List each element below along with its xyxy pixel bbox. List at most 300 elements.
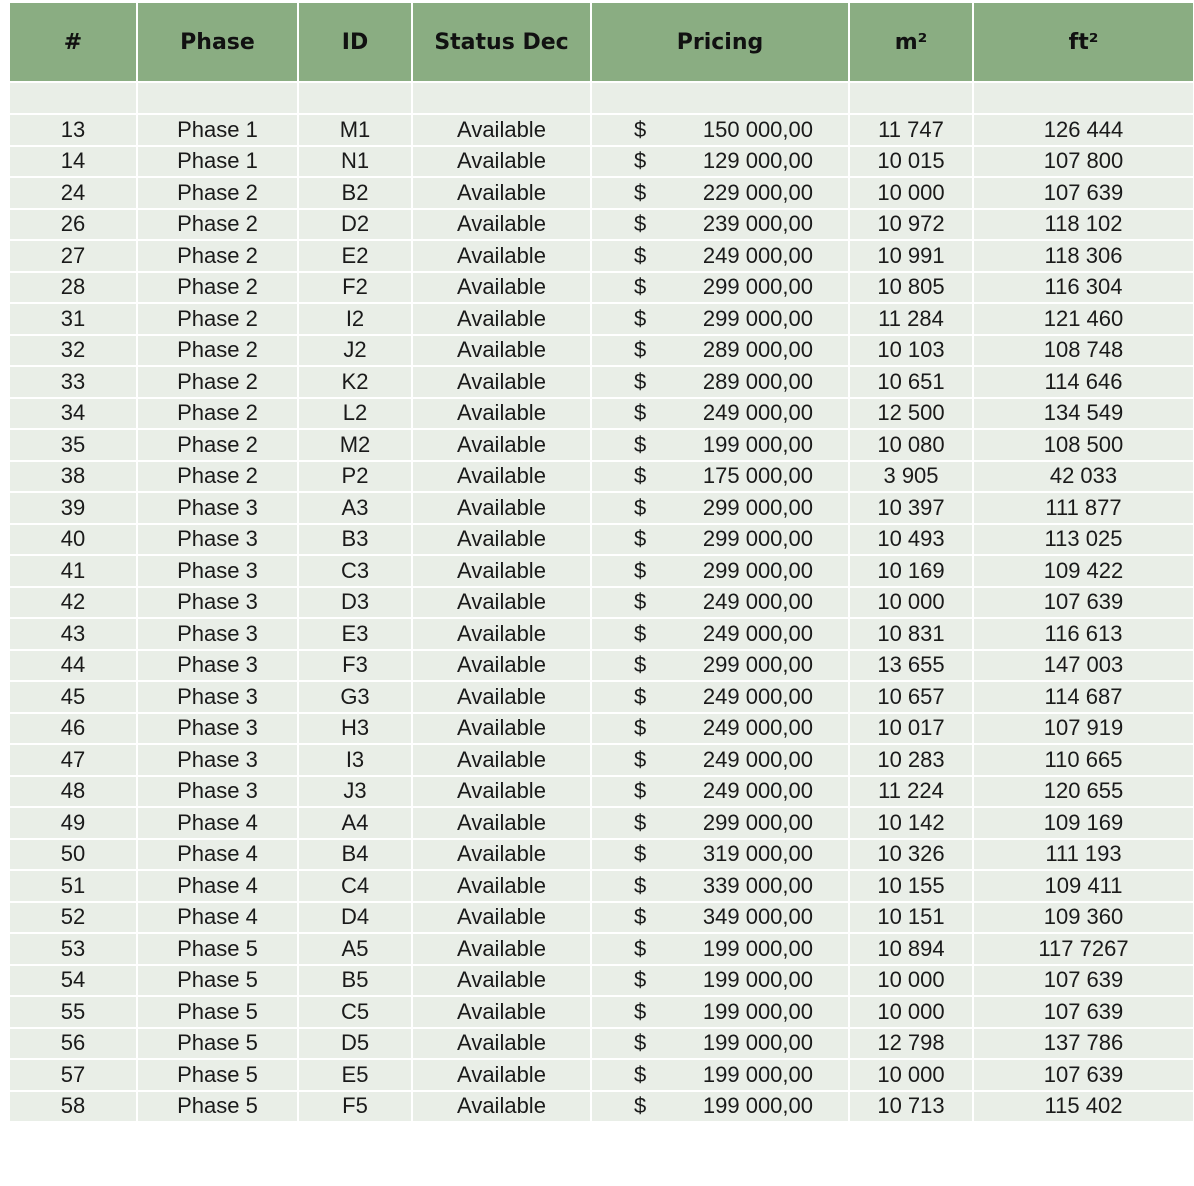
lot-number-cell: 54 — [10, 966, 136, 998]
lot-number-cell: 56 — [10, 1029, 136, 1061]
currency-symbol: $ — [634, 463, 647, 489]
table-row — [10, 462, 1193, 494]
area-ft2-cell: 107 639 — [974, 966, 1193, 998]
column-header-ft2: ft² — [974, 3, 1193, 83]
table-row — [10, 808, 1193, 840]
price-amount: 150 000,00 — [702, 116, 813, 142]
lot-number-cell: 49 — [10, 808, 136, 840]
lot-number-cell: 32 — [10, 336, 136, 368]
lot-id-cell: D4 — [299, 903, 411, 935]
area-m2-cell: 10 991 — [850, 241, 972, 273]
column-header-pricing: Pricing — [592, 3, 848, 83]
status-cell: Available — [413, 808, 590, 840]
table-row — [10, 430, 1193, 462]
phase-cell: Phase 4 — [138, 903, 297, 935]
lot-id-cell: B2 — [299, 178, 411, 210]
table-row — [10, 745, 1193, 777]
area-ft2-cell: 113 025 — [974, 525, 1193, 557]
lot-id-cell: D5 — [299, 1029, 411, 1061]
price-amount: 229 000,00 — [702, 179, 813, 205]
lot-id-cell: E3 — [299, 619, 411, 651]
pricing-cell — [592, 336, 848, 368]
area-ft2-cell: 42 033 — [974, 462, 1193, 494]
area-ft2-cell: 107 639 — [974, 997, 1193, 1029]
pricing-cell — [592, 273, 848, 305]
area-ft2-cell: 107 800 — [974, 147, 1193, 179]
header-row — [10, 3, 1193, 83]
table-row — [10, 1092, 1193, 1124]
area-ft2-cell: 107 639 — [974, 588, 1193, 620]
status-cell: Available — [413, 115, 590, 147]
phase-cell: Phase 3 — [138, 745, 297, 777]
lot-number-cell: 42 — [10, 588, 136, 620]
column-header-number: # — [10, 3, 136, 83]
lot-number-cell: 34 — [10, 399, 136, 431]
area-ft2-cell: 108 500 — [974, 430, 1193, 462]
lot-id-cell: F5 — [299, 1092, 411, 1124]
price-amount: 299 000,00 — [702, 809, 813, 835]
lot-id-cell: B4 — [299, 840, 411, 872]
area-ft2-cell: 126 444 — [974, 115, 1193, 147]
pricing-cell — [592, 178, 848, 210]
area-ft2-cell: 118 102 — [974, 210, 1193, 242]
area-m2-cell: 11 224 — [850, 777, 972, 809]
empty-cell — [974, 83, 1193, 115]
table-row — [10, 682, 1193, 714]
price-amount: 299 000,00 — [702, 526, 813, 552]
area-m2-cell: 3 905 — [850, 462, 972, 494]
pricing-cell — [592, 966, 848, 998]
area-ft2-cell: 115 402 — [974, 1092, 1193, 1124]
price-amount: 199 000,00 — [702, 967, 813, 993]
lot-id-cell: A5 — [299, 934, 411, 966]
lot-id-cell: K2 — [299, 367, 411, 399]
area-ft2-cell: 120 655 — [974, 777, 1193, 809]
price-amount: 199 000,00 — [702, 1093, 813, 1119]
currency-symbol: $ — [634, 809, 647, 835]
lot-number-cell: 33 — [10, 367, 136, 399]
status-cell: Available — [413, 399, 590, 431]
pricing-cell — [592, 399, 848, 431]
lot-number-cell: 35 — [10, 430, 136, 462]
phase-cell: Phase 5 — [138, 1029, 297, 1061]
table-row — [10, 147, 1193, 179]
area-ft2-cell: 107 639 — [974, 1060, 1193, 1092]
lot-id-cell: E5 — [299, 1060, 411, 1092]
phase-cell: Phase 1 — [138, 115, 297, 147]
lot-id-cell: E2 — [299, 241, 411, 273]
lot-number-cell: 24 — [10, 178, 136, 210]
empty-cell — [592, 83, 848, 115]
currency-symbol: $ — [634, 778, 647, 804]
status-cell: Available — [413, 619, 590, 651]
phase-cell: Phase 4 — [138, 808, 297, 840]
price-amount: 249 000,00 — [702, 746, 813, 772]
lot-id-cell: M1 — [299, 115, 411, 147]
table-row — [10, 336, 1193, 368]
area-ft2-cell: 114 646 — [974, 367, 1193, 399]
area-m2-cell: 10 169 — [850, 556, 972, 588]
currency-symbol: $ — [634, 557, 647, 583]
price-amount: 319 000,00 — [702, 841, 813, 867]
area-m2-cell: 12 500 — [850, 399, 972, 431]
price-amount: 199 000,00 — [702, 1061, 813, 1087]
phase-cell: Phase 2 — [138, 178, 297, 210]
phase-cell: Phase 2 — [138, 399, 297, 431]
phase-cell: Phase 3 — [138, 714, 297, 746]
currency-symbol: $ — [634, 116, 647, 142]
lot-number-cell: 44 — [10, 651, 136, 683]
pricing-cell — [592, 115, 848, 147]
lot-id-cell: I3 — [299, 745, 411, 777]
empty-cell — [10, 83, 136, 115]
currency-symbol: $ — [634, 620, 647, 646]
status-cell: Available — [413, 966, 590, 998]
phase-cell: Phase 3 — [138, 682, 297, 714]
table-row — [10, 840, 1193, 872]
currency-symbol: $ — [634, 935, 647, 961]
phase-cell: Phase 3 — [138, 651, 297, 683]
pricing-cell — [592, 1060, 848, 1092]
lot-number-cell: 40 — [10, 525, 136, 557]
table-row — [10, 871, 1193, 903]
empty-cell — [413, 83, 590, 115]
phase-cell: Phase 4 — [138, 871, 297, 903]
currency-symbol: $ — [634, 148, 647, 174]
pricing-cell — [592, 525, 848, 557]
area-ft2-cell: 118 306 — [974, 241, 1193, 273]
price-amount: 199 000,00 — [702, 431, 813, 457]
price-amount: 289 000,00 — [702, 368, 813, 394]
pricing-cell — [592, 651, 848, 683]
phase-cell: Phase 2 — [138, 430, 297, 462]
price-amount: 239 000,00 — [702, 211, 813, 237]
pricing-cell — [592, 241, 848, 273]
pricing-cell — [592, 840, 848, 872]
currency-symbol: $ — [634, 589, 647, 615]
lot-number-cell: 38 — [10, 462, 136, 494]
pricing-cell — [592, 493, 848, 525]
area-ft2-cell: 147 003 — [974, 651, 1193, 683]
phase-cell: Phase 5 — [138, 997, 297, 1029]
price-amount: 299 000,00 — [702, 557, 813, 583]
lot-id-cell: D3 — [299, 588, 411, 620]
currency-symbol: $ — [634, 526, 647, 552]
price-amount: 249 000,00 — [702, 400, 813, 426]
lot-id-cell: C4 — [299, 871, 411, 903]
currency-symbol: $ — [634, 211, 647, 237]
pricing-cell — [592, 934, 848, 966]
table-row — [10, 777, 1193, 809]
area-m2-cell: 10 326 — [850, 840, 972, 872]
area-ft2-cell: 137 786 — [974, 1029, 1193, 1061]
lot-id-cell: G3 — [299, 682, 411, 714]
price-amount: 299 000,00 — [702, 274, 813, 300]
currency-symbol: $ — [634, 746, 647, 772]
lot-number-cell: 26 — [10, 210, 136, 242]
lot-number-cell: 57 — [10, 1060, 136, 1092]
area-ft2-cell: 108 748 — [974, 336, 1193, 368]
lot-id-cell: H3 — [299, 714, 411, 746]
area-m2-cell: 10 283 — [850, 745, 972, 777]
area-ft2-cell: 109 422 — [974, 556, 1193, 588]
area-ft2-cell: 117 7267 — [974, 934, 1193, 966]
area-m2-cell: 11 747 — [850, 115, 972, 147]
table-row — [10, 273, 1193, 305]
status-cell: Available — [413, 714, 590, 746]
currency-symbol: $ — [634, 494, 647, 520]
price-amount: 199 000,00 — [702, 1030, 813, 1056]
phase-cell: Phase 2 — [138, 210, 297, 242]
currency-symbol: $ — [634, 904, 647, 930]
lot-number-cell: 43 — [10, 619, 136, 651]
lot-id-cell: N1 — [299, 147, 411, 179]
price-amount: 349 000,00 — [702, 904, 813, 930]
currency-symbol: $ — [634, 652, 647, 678]
area-ft2-cell: 116 304 — [974, 273, 1193, 305]
currency-symbol: $ — [634, 715, 647, 741]
area-m2-cell: 11 284 — [850, 304, 972, 336]
currency-symbol: $ — [634, 1093, 647, 1119]
price-amount: 249 000,00 — [702, 683, 813, 709]
lot-number-cell: 39 — [10, 493, 136, 525]
table-row — [10, 588, 1193, 620]
column-header-status: Status Dec — [413, 3, 590, 83]
price-amount: 249 000,00 — [702, 620, 813, 646]
area-m2-cell: 13 655 — [850, 651, 972, 683]
lot-id-cell: M2 — [299, 430, 411, 462]
area-m2-cell: 10 000 — [850, 997, 972, 1029]
status-cell: Available — [413, 588, 590, 620]
area-ft2-cell: 114 687 — [974, 682, 1193, 714]
empty-cell — [299, 83, 411, 115]
status-cell: Available — [413, 651, 590, 683]
currency-symbol: $ — [634, 967, 647, 993]
table-row — [10, 210, 1193, 242]
table-row — [10, 178, 1193, 210]
area-m2-cell: 10 000 — [850, 1060, 972, 1092]
pricing-cell — [592, 1029, 848, 1061]
area-m2-cell: 10 080 — [850, 430, 972, 462]
price-amount: 199 000,00 — [702, 998, 813, 1024]
price-amount: 289 000,00 — [702, 337, 813, 363]
lot-id-cell: A4 — [299, 808, 411, 840]
pricing-cell — [592, 147, 848, 179]
lot-number-cell: 50 — [10, 840, 136, 872]
pricing-cell — [592, 903, 848, 935]
lot-number-cell: 14 — [10, 147, 136, 179]
currency-symbol: $ — [634, 998, 647, 1024]
empty-cell — [138, 83, 297, 115]
lot-id-cell: C3 — [299, 556, 411, 588]
phase-cell: Phase 3 — [138, 777, 297, 809]
status-cell: Available — [413, 934, 590, 966]
status-cell: Available — [413, 147, 590, 179]
pricing-cell — [592, 619, 848, 651]
phase-cell: Phase 2 — [138, 273, 297, 305]
price-amount: 249 000,00 — [702, 715, 813, 741]
price-amount: 249 000,00 — [702, 589, 813, 615]
lot-number-cell: 52 — [10, 903, 136, 935]
status-cell: Available — [413, 336, 590, 368]
area-m2-cell: 12 798 — [850, 1029, 972, 1061]
currency-symbol: $ — [634, 179, 647, 205]
table-row — [10, 714, 1193, 746]
lot-id-cell: B5 — [299, 966, 411, 998]
status-cell: Available — [413, 493, 590, 525]
area-m2-cell: 10 972 — [850, 210, 972, 242]
pricing-cell — [592, 745, 848, 777]
area-m2-cell: 10 493 — [850, 525, 972, 557]
pricing-cell — [592, 367, 848, 399]
phase-cell: Phase 2 — [138, 241, 297, 273]
area-m2-cell: 10 831 — [850, 619, 972, 651]
table-row — [10, 241, 1193, 273]
currency-symbol: $ — [634, 274, 647, 300]
pricing-cell — [592, 430, 848, 462]
phase-cell: Phase 5 — [138, 1060, 297, 1092]
area-m2-cell: 10 397 — [850, 493, 972, 525]
currency-symbol: $ — [634, 242, 647, 268]
lot-id-cell: P2 — [299, 462, 411, 494]
empty-cell — [850, 83, 972, 115]
phase-cell: Phase 5 — [138, 966, 297, 998]
phase-cell: Phase 2 — [138, 304, 297, 336]
lot-id-cell: L2 — [299, 399, 411, 431]
area-ft2-cell: 110 665 — [974, 745, 1193, 777]
pricing-cell — [592, 1092, 848, 1124]
table-row — [10, 115, 1193, 147]
currency-symbol: $ — [634, 337, 647, 363]
pricing-cell — [592, 777, 848, 809]
area-m2-cell: 10 000 — [850, 178, 972, 210]
status-cell: Available — [413, 210, 590, 242]
table-row — [10, 556, 1193, 588]
status-cell: Available — [413, 840, 590, 872]
currency-symbol: $ — [634, 841, 647, 867]
area-m2-cell: 10 000 — [850, 588, 972, 620]
price-amount: 129 000,00 — [702, 148, 813, 174]
phase-cell: Phase 5 — [138, 1092, 297, 1124]
area-ft2-cell: 107 639 — [974, 178, 1193, 210]
phase-cell: Phase 3 — [138, 588, 297, 620]
table-row — [10, 966, 1193, 998]
currency-symbol: $ — [634, 400, 647, 426]
phase-cell: Phase 3 — [138, 556, 297, 588]
status-cell: Available — [413, 871, 590, 903]
lot-id-cell: C5 — [299, 997, 411, 1029]
status-cell: Available — [413, 997, 590, 1029]
status-cell: Available — [413, 1060, 590, 1092]
status-cell: Available — [413, 777, 590, 809]
area-m2-cell: 10 894 — [850, 934, 972, 966]
area-m2-cell: 10 000 — [850, 966, 972, 998]
lot-number-cell: 31 — [10, 304, 136, 336]
table-row — [10, 619, 1193, 651]
price-amount: 339 000,00 — [702, 872, 813, 898]
lot-pricing-table — [8, 3, 1194, 1123]
status-cell: Available — [413, 556, 590, 588]
area-m2-cell: 10 657 — [850, 682, 972, 714]
status-cell: Available — [413, 745, 590, 777]
pricing-cell — [592, 997, 848, 1029]
price-amount: 299 000,00 — [702, 494, 813, 520]
lot-number-cell: 48 — [10, 777, 136, 809]
area-m2-cell: 10 155 — [850, 871, 972, 903]
lot-number-cell: 28 — [10, 273, 136, 305]
status-cell: Available — [413, 430, 590, 462]
lot-id-cell: A3 — [299, 493, 411, 525]
lot-number-cell: 13 — [10, 115, 136, 147]
empty-row — [10, 83, 1193, 115]
status-cell: Available — [413, 682, 590, 714]
price-amount: 175 000,00 — [702, 463, 813, 489]
pricing-cell — [592, 462, 848, 494]
price-amount: 299 000,00 — [702, 652, 813, 678]
table-row — [10, 903, 1193, 935]
lot-id-cell: D2 — [299, 210, 411, 242]
lot-number-cell: 47 — [10, 745, 136, 777]
pricing-cell — [592, 210, 848, 242]
status-cell: Available — [413, 304, 590, 336]
column-header-id: ID — [299, 3, 411, 83]
phase-cell: Phase 5 — [138, 934, 297, 966]
phase-cell: Phase 4 — [138, 840, 297, 872]
lot-number-cell: 55 — [10, 997, 136, 1029]
table-row — [10, 304, 1193, 336]
lot-number-cell: 53 — [10, 934, 136, 966]
phase-cell: Phase 3 — [138, 493, 297, 525]
lot-number-cell: 27 — [10, 241, 136, 273]
status-cell: Available — [413, 367, 590, 399]
column-header-phase: Phase — [138, 3, 297, 83]
lot-id-cell: F2 — [299, 273, 411, 305]
status-cell: Available — [413, 462, 590, 494]
table-row — [10, 934, 1193, 966]
table-row — [10, 399, 1193, 431]
status-cell: Available — [413, 1029, 590, 1061]
currency-symbol: $ — [634, 368, 647, 394]
table-row — [10, 493, 1193, 525]
pricing-cell — [592, 304, 848, 336]
lot-id-cell: J2 — [299, 336, 411, 368]
lot-number-cell: 46 — [10, 714, 136, 746]
area-m2-cell: 10 651 — [850, 367, 972, 399]
area-ft2-cell: 109 411 — [974, 871, 1193, 903]
area-m2-cell: 10 017 — [850, 714, 972, 746]
phase-cell: Phase 2 — [138, 336, 297, 368]
area-m2-cell: 10 015 — [850, 147, 972, 179]
status-cell: Available — [413, 903, 590, 935]
status-cell: Available — [413, 178, 590, 210]
pricing-cell — [592, 682, 848, 714]
phase-cell: Phase 2 — [138, 462, 297, 494]
currency-symbol: $ — [634, 683, 647, 709]
area-ft2-cell: 116 613 — [974, 619, 1193, 651]
table-row — [10, 367, 1193, 399]
price-amount: 199 000,00 — [702, 935, 813, 961]
table-row — [10, 1029, 1193, 1061]
table-row — [10, 1060, 1193, 1092]
status-cell: Available — [413, 525, 590, 557]
area-ft2-cell: 109 169 — [974, 808, 1193, 840]
area-ft2-cell: 111 193 — [974, 840, 1193, 872]
price-amount: 249 000,00 — [702, 242, 813, 268]
currency-symbol: $ — [634, 431, 647, 457]
currency-symbol: $ — [634, 305, 647, 331]
lot-id-cell: I2 — [299, 304, 411, 336]
currency-symbol: $ — [634, 1030, 647, 1056]
